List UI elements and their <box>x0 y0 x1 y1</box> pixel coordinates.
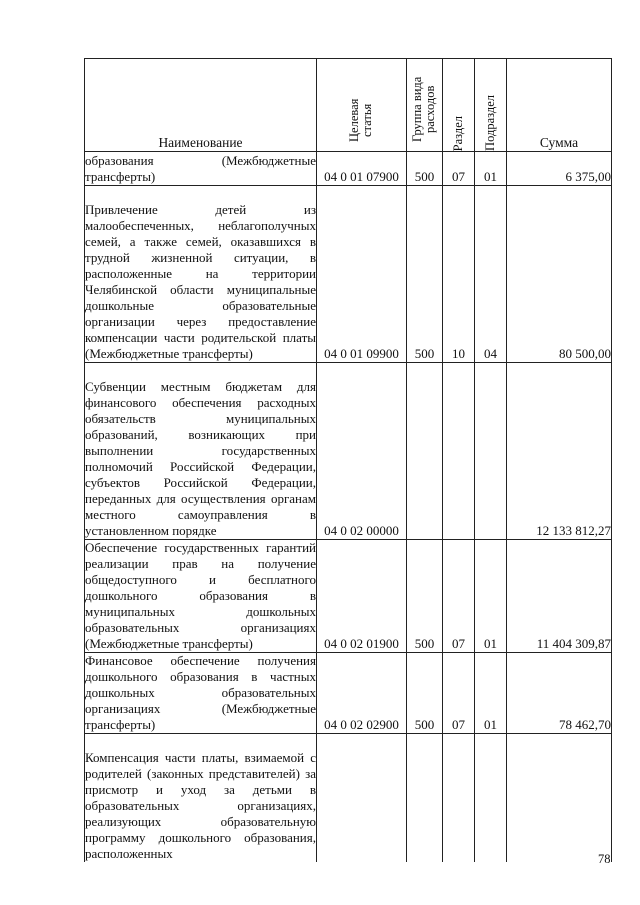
row-group: 500 <box>407 186 443 363</box>
row-group: 500 <box>407 653 443 734</box>
row-target: 04 0 01 07900 <box>317 152 407 186</box>
row-subsection: 04 <box>475 186 507 363</box>
row-target: 04 0 01 09900 <box>317 186 407 363</box>
header-sum: Сумма <box>507 59 612 152</box>
row-section: 07 <box>443 540 475 653</box>
header-target: Целевая статья <box>317 59 407 152</box>
row-section <box>443 363 475 540</box>
budget-table <box>84 58 612 862</box>
row-name: образования (Межбюджетные трансферты) <box>85 153 316 184</box>
table-header-row <box>85 59 612 152</box>
row-group: 500 <box>407 152 443 186</box>
row-target: 04 0 02 01900 <box>317 540 407 653</box>
row-name: Привлечение детей из малообеспеченных, неблагополучных семей, а также семей, оказавшихся в трудной жизненной ситуации, в расположенные на территории Челябинской области муниципальные дошкольные образовательные организации через предоставление компенсации части родительской платы (Межбюджетные трансферты) <box>85 186 317 363</box>
row-name: Финансовое обеспечение получения дошкольного образования в частных дошкольных образовательных организациях (Межбюджетные трансферты) <box>85 653 316 732</box>
row-target: 04 0 02 02900 <box>317 653 407 734</box>
table-row <box>85 734 612 863</box>
row-sum: 80 500,00 <box>507 186 612 363</box>
row-subsection: 01 <box>475 653 507 734</box>
header-group: Группа вида расходов <box>407 59 443 152</box>
row-name: Компенсация части платы, взимаемой с родителей (законных представителей) за присмотр и уход за детьми в образовательных организациях, реализующих образовательную программу дошкольного образования, расположенных <box>85 734 317 863</box>
header-subsection: Подраздел <box>475 59 507 152</box>
header-section: Раздел <box>443 59 475 152</box>
table-row <box>85 653 612 734</box>
row-subsection: 01 <box>475 152 507 186</box>
row-sum: 6 375,00 <box>507 152 612 186</box>
row-group <box>407 363 443 540</box>
row-subsection <box>475 734 507 863</box>
row-sum: 78 462,70 <box>507 653 612 734</box>
table-row <box>85 152 612 186</box>
row-group <box>407 734 443 863</box>
table-row <box>85 540 612 653</box>
row-section: 07 <box>443 152 475 186</box>
row-section: 07 <box>443 653 475 734</box>
row-sum: 11 404 309,87 <box>507 540 612 653</box>
row-sum: 12 133 812,27 <box>507 363 612 540</box>
row-target <box>317 734 407 863</box>
row-sum <box>507 734 612 863</box>
row-name: Субвенции местным бюджетам для финансового обеспечения расходных обязательств муниципальных образований, возникающих при выполнении государственных полномочий Российской Федерации, субъектов Российской Федерации, переданных для осуществления органам местного самоуправления в установленном порядке <box>85 363 317 540</box>
page-number: 78 <box>598 852 611 866</box>
row-subsection <box>475 363 507 540</box>
row-subsection: 01 <box>475 540 507 653</box>
row-target: 04 0 02 00000 <box>317 363 407 540</box>
row-name: Обеспечение государственных гарантий реализации прав на получение общедоступного и бесплатного дошкольного образования в муниципальных дошкольных образовательных организациях (Межбюджетные трансферты) <box>85 540 316 651</box>
header-name: Наименование <box>85 59 317 152</box>
row-section <box>443 734 475 863</box>
row-group: 500 <box>407 540 443 653</box>
table-row <box>85 363 612 540</box>
row-section: 10 <box>443 186 475 363</box>
table-row <box>85 186 612 363</box>
